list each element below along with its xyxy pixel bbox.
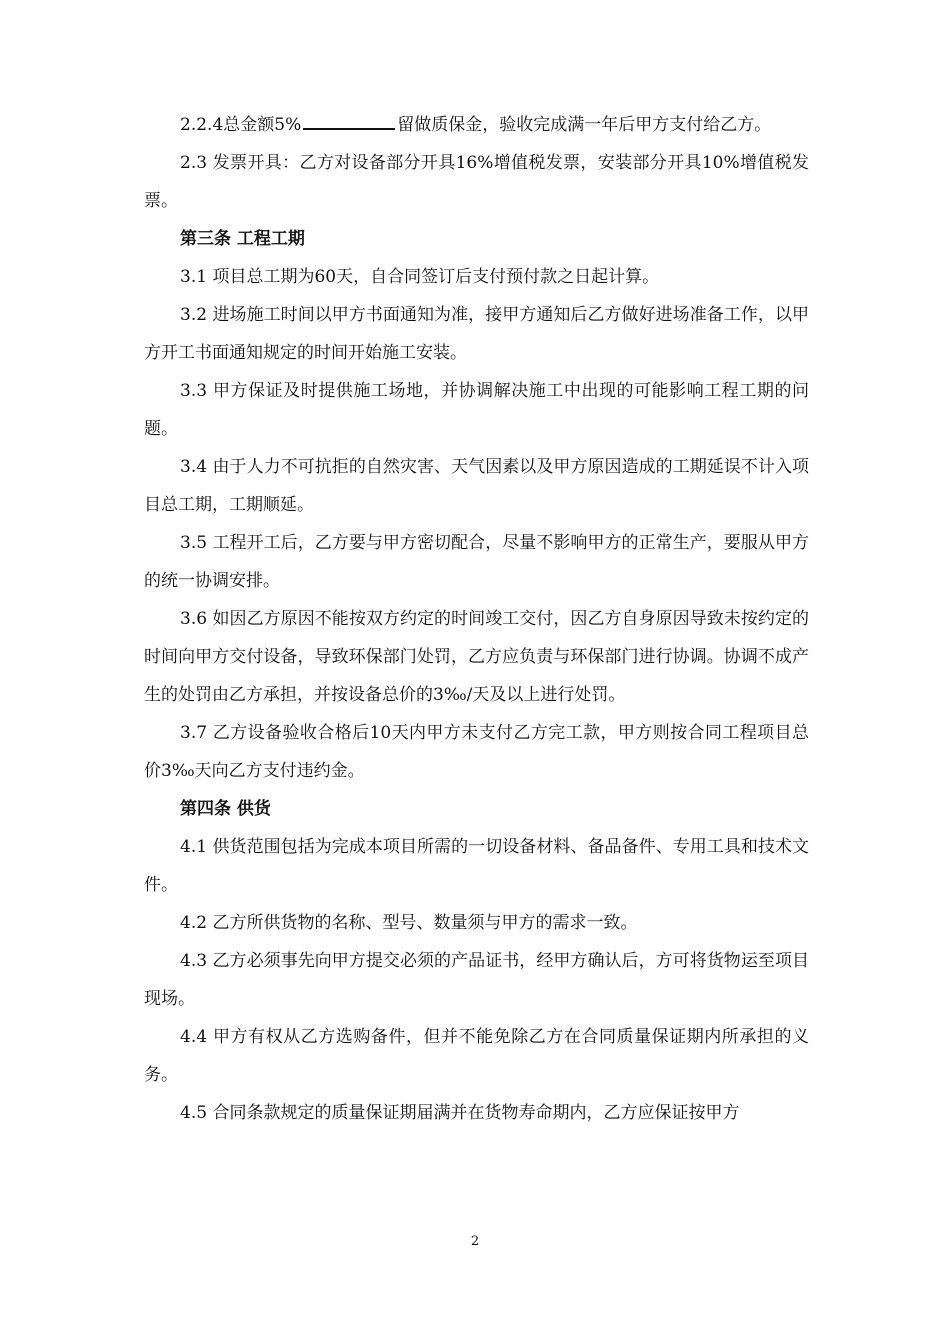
clause-3-6: 3.6 如因乙方原因不能按双方约定的时间竣工交付，因乙方自身原因导致未按约定的时间向甲方交付设备，导致环保部门处罚，乙方应负责与环保部门进行协调。协调不成产生的处罚由乙方承担，并按设备总价的3‰/天及以上进行处罚。 (144, 609, 809, 705)
article-4-heading: 第四条 供货 (180, 799, 271, 819)
clause-3-4: 3.4 由于人力不可抗拒的自然灾害、天气因素以及甲方原因造成的工期延误不计入项目总工期，工期顺延。 (144, 457, 809, 515)
clause-3-1: 3.1 项目总工期为60天，自合同签订后支付预付款之日起计算。 (180, 267, 660, 287)
clause-2-2-4-continuation: 留做质保金，验收完成满一年后甲方支付给乙方。 (397, 115, 772, 135)
clause-3-2: 3.2 进场施工时间以甲方书面通知为准，接甲方通知后乙方做好进场准备工作，以甲方开工书面通知规定的时间开始施工安装。 (144, 305, 809, 363)
clause-4-1: 4.1 供货范围包括为完成本项目所需的一切设备材料、备品备件、专用工具和技术文件。 (144, 837, 809, 895)
clause-4-5: 4.5 合同条款规定的质量保证期届满并在货物寿命期内，乙方应保证按甲方 (180, 1103, 740, 1123)
article-3-heading: 第三条 工程工期 (180, 229, 305, 249)
clause-4-4: 4.4 甲方有权从乙方选购备件，但并不能免除乙方在合同质量保证期内所承担的义务。 (144, 1027, 809, 1085)
clause-2-2-4-text: 2.2.4总金额5% (180, 115, 302, 135)
clause-2-3: 2.3 发票开具：乙方对设备部分开具16%增值税发票，安装部分开具10%增值税发票。 (144, 153, 809, 211)
clause-4-2: 4.2 乙方所供货物的名称、型号、数量须与甲方的需求一致。 (180, 913, 638, 933)
page-number: 2 (470, 1234, 480, 1249)
clause-2-2-4 (144, 106, 809, 144)
clause-4-3: 4.3 乙方必须事先向甲方提交必须的产品证书，经甲方确认后，方可将货物运至项目现场。 (144, 951, 809, 1009)
clause-3-7: 3.7 乙方设备验收合格后10天内甲方未支付乙方完工款，甲方则按合同工程项目总价3‰天向乙方支付违约金。 (144, 723, 809, 781)
clause-3-3: 3.3 甲方保证及时提供施工场地，并协调解决施工中出现的可能影响工程工期的问题。 (144, 381, 809, 439)
fill-in-blank[interactable] (303, 112, 395, 130)
document-body (144, 106, 809, 1132)
clause-3-5: 3.5 工程开工后，乙方要与甲方密切配合，尽量不影响甲方的正常生产，要服从甲方的统一协调安排。 (144, 533, 809, 591)
